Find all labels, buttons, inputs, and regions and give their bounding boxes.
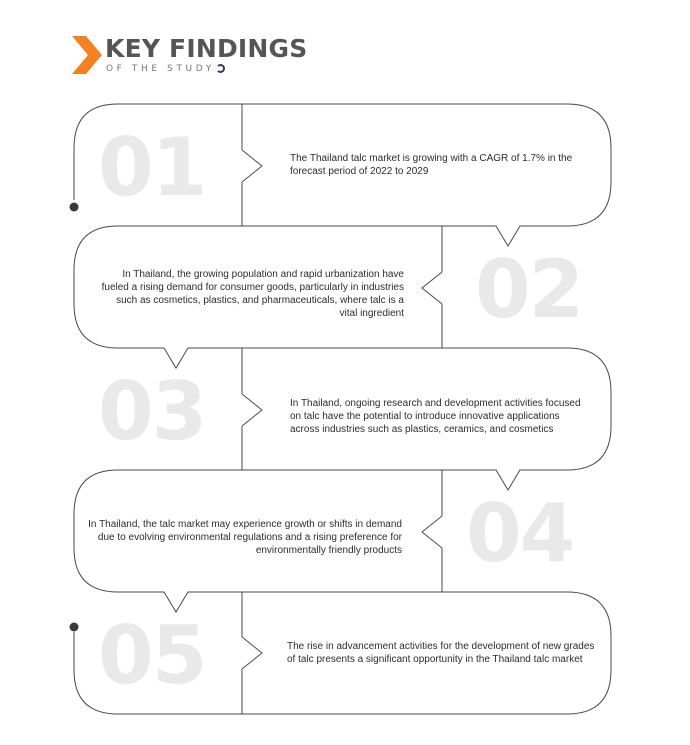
finding-text-04: In Thailand, the talc market may experience growth or shifts in demand due to evolving environmental regulations and a rising preference for environmentally friendly products <box>88 519 402 556</box>
page-subtitle: OF THE STUDY <box>106 64 225 74</box>
finding-number-02: 02 <box>475 243 583 336</box>
start-dot-icon <box>70 203 79 212</box>
finding-number-03: 03 <box>98 365 206 458</box>
finding-text-02: In Thailand, the growing population and rapid urbanization have fueled a rising demand for consumer goods, particularly in industries such as cosmetics, plastics, and pharmaceuticals, where talc is a vital ingredient <box>101 269 404 319</box>
finding-number-01: 01 <box>98 121 206 214</box>
finding-text-03: In Thailand, ongoing research and development activities focused on talc have the potential to introduce innovative applications across industries such as plastics, ceramics, and cosmetics <box>290 398 581 435</box>
end-dot-icon <box>70 623 79 632</box>
finding-number-05: 05 <box>98 609 206 702</box>
finding-text-05: The rise in advancement activities for the development of new grades of talc presents a significant opportunity in the Thailand talc market <box>287 641 595 665</box>
finding-text-01: The Thailand talc market is growing with a CAGR of 1.7% in the forecast period of 2022 to 2029 <box>290 153 573 177</box>
finding-number-04: 04 <box>466 487 574 580</box>
page-title: KEY FINDINGS <box>105 34 308 63</box>
